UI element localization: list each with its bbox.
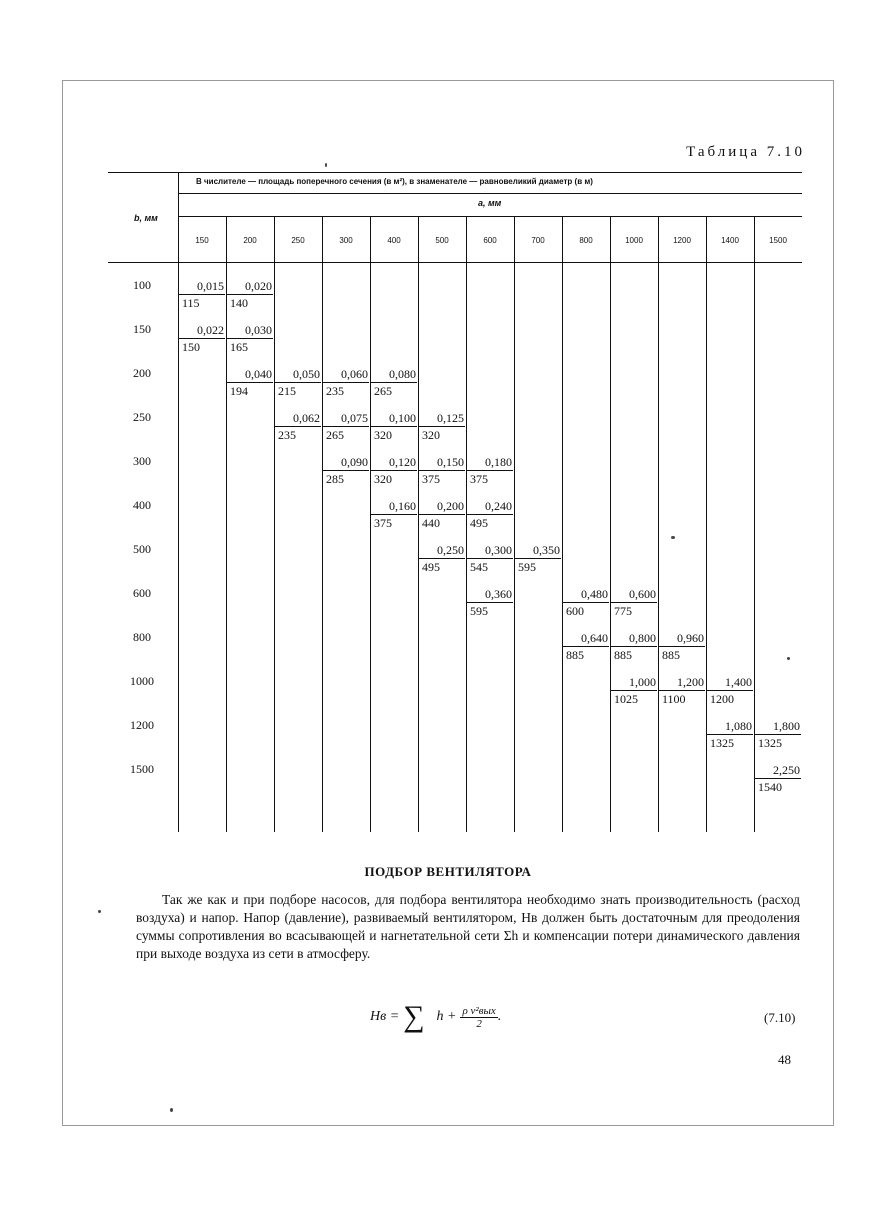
cell-numerator: 1,200 xyxy=(659,674,705,691)
table-cell xyxy=(611,586,657,619)
cell-numerator: 0,800 xyxy=(611,630,657,647)
cell-numerator: 0,180 xyxy=(467,454,513,471)
table-cell xyxy=(467,542,513,575)
scan-speck xyxy=(325,163,327,167)
cell-numerator: 0,040 xyxy=(227,366,273,383)
cell-denominator: 115 xyxy=(182,296,200,310)
cell-denominator: 235 xyxy=(326,384,344,398)
cell-numerator: 1,800 xyxy=(755,718,801,735)
header-rule-1 xyxy=(178,193,802,194)
formula xyxy=(370,1002,501,1032)
table-title: Таблица 7.10 xyxy=(686,144,805,160)
table-cell xyxy=(563,586,609,619)
header-bottom-rule xyxy=(108,262,802,263)
cell-denominator: 375 xyxy=(470,472,488,486)
formula-lhs: Hв = xyxy=(370,1009,400,1024)
cell-numerator: 0,050 xyxy=(275,366,321,383)
cell-denominator: 165 xyxy=(230,340,248,354)
row-label: 150 xyxy=(133,322,151,336)
table-cell xyxy=(179,278,225,311)
cell-numerator: 0,030 xyxy=(227,322,273,339)
column-header-10: 1200 xyxy=(673,236,691,245)
table-cell xyxy=(323,454,369,487)
column-rule xyxy=(178,172,179,832)
cell-numerator: 0,060 xyxy=(323,366,369,383)
column-header-7: 700 xyxy=(531,236,545,245)
cell-denominator: 545 xyxy=(470,560,488,574)
row-label: 1000 xyxy=(130,674,154,688)
row-label: 200 xyxy=(133,366,151,380)
cell-numerator: 1,000 xyxy=(611,674,657,691)
cell-denominator: 885 xyxy=(662,648,680,662)
cell-denominator: 1200 xyxy=(710,692,734,706)
cell-denominator: 150 xyxy=(182,340,200,354)
b-axis-label: b, мм xyxy=(134,213,158,223)
cell-numerator: 0,350 xyxy=(515,542,561,559)
column-rule xyxy=(610,216,611,832)
column-header-11: 1400 xyxy=(721,236,739,245)
column-header-4: 400 xyxy=(387,236,401,245)
scan-speck xyxy=(671,536,675,539)
column-header-3: 300 xyxy=(339,236,353,245)
cell-numerator: 0,200 xyxy=(419,498,465,515)
cell-denominator: 1540 xyxy=(758,780,782,794)
cell-denominator: 140 xyxy=(230,296,248,310)
cell-denominator: 495 xyxy=(470,516,488,530)
cell-denominator: 235 xyxy=(278,428,296,442)
column-rule xyxy=(274,216,275,832)
table-cell xyxy=(275,410,321,443)
cell-numerator: 0,600 xyxy=(611,586,657,603)
table-cell xyxy=(419,410,465,443)
formula-numerator: ρ v²вых xyxy=(462,1004,496,1017)
formula-tail: . xyxy=(497,1009,502,1024)
cell-numerator: 0,160 xyxy=(371,498,417,515)
column-rule xyxy=(514,216,515,832)
cell-denominator: 1325 xyxy=(758,736,782,750)
row-label: 400 xyxy=(133,498,151,512)
cell-denominator: 885 xyxy=(614,648,632,662)
column-rule xyxy=(562,216,563,832)
cell-numerator: 2,250 xyxy=(755,762,801,779)
page-number: 48 xyxy=(778,1052,791,1067)
scan-speck xyxy=(170,1108,173,1112)
scan-speck xyxy=(787,657,790,660)
cell-numerator: 0,125 xyxy=(419,410,465,427)
scan-speck xyxy=(98,910,101,913)
cell-numerator: 1,400 xyxy=(707,674,753,691)
table-cell xyxy=(467,454,513,487)
table-cell xyxy=(515,542,561,575)
cell-denominator: 495 xyxy=(422,560,440,574)
cell-numerator: 0,150 xyxy=(419,454,465,471)
row-label: 500 xyxy=(133,542,151,556)
cell-denominator: 775 xyxy=(614,604,632,618)
cell-denominator: 600 xyxy=(566,604,584,618)
column-header-8: 800 xyxy=(579,236,593,245)
cell-denominator: 320 xyxy=(422,428,440,442)
table-cell xyxy=(323,366,369,399)
table-cell xyxy=(323,410,369,443)
row-label: 600 xyxy=(133,586,151,600)
row-label: 250 xyxy=(133,410,151,424)
cell-denominator: 1100 xyxy=(662,692,686,706)
table-cell xyxy=(227,366,273,399)
cell-numerator: 0,080 xyxy=(371,366,417,383)
column-rule xyxy=(658,216,659,832)
table-cell xyxy=(467,498,513,531)
cell-numerator: 0,360 xyxy=(467,586,513,603)
row-label: 1200 xyxy=(130,718,154,732)
cell-denominator: 595 xyxy=(518,560,536,574)
column-header-5: 500 xyxy=(435,236,449,245)
table-cell xyxy=(371,410,417,443)
table-cell xyxy=(611,630,657,663)
cell-numerator: 0,250 xyxy=(419,542,465,559)
table-header-caption: В числителе — площадь поперечного сечения (в м²), в знаменателе — равновеликий диаметр (в м) xyxy=(196,177,593,186)
column-header-1: 200 xyxy=(243,236,257,245)
row-label: 300 xyxy=(133,454,151,468)
cell-numerator: 0,640 xyxy=(563,630,609,647)
column-header-0: 150 xyxy=(195,236,209,245)
cell-denominator: 320 xyxy=(374,472,392,486)
cell-numerator: 0,062 xyxy=(275,410,321,427)
cell-numerator: 0,022 xyxy=(179,322,225,339)
cell-numerator: 0,480 xyxy=(563,586,609,603)
row-label: 100 xyxy=(133,278,151,292)
cell-numerator: 0,300 xyxy=(467,542,513,559)
table-cell xyxy=(755,762,801,795)
formula-fraction xyxy=(460,1005,497,1030)
column-header-2: 250 xyxy=(291,236,305,245)
row-label: 1500 xyxy=(130,762,154,776)
cell-denominator: 265 xyxy=(326,428,344,442)
table-cell xyxy=(275,366,321,399)
cell-denominator: 595 xyxy=(470,604,488,618)
table-cell xyxy=(707,718,753,751)
cell-denominator: 375 xyxy=(422,472,440,486)
body-paragraph: Так же как и при подборе насосов, для подбора вентилятора необходимо знать производительность (расход воздуха) и напор. Напор (давление), развиваемый вентилятором, Hв должен быть достаточным для преодоления суммы сопротивления во всасывающей и нагнетательной сети Σh и компенсации потери динамического давления при выходе воздуха из сети в атмосферу. xyxy=(136,892,800,961)
cell-numerator: 1,080 xyxy=(707,718,753,735)
equation-number: (7.10) xyxy=(764,1010,796,1025)
section-heading: ПОДБОР ВЕНТИЛЯТОРА xyxy=(364,864,532,879)
cell-numerator: 0,100 xyxy=(371,410,417,427)
table-cell xyxy=(419,542,465,575)
cell-numerator: 0,090 xyxy=(323,454,369,471)
table-cell xyxy=(227,322,273,355)
table-cell xyxy=(371,454,417,487)
table-cell xyxy=(659,674,705,707)
table-cell xyxy=(419,454,465,487)
column-header-6: 600 xyxy=(483,236,497,245)
cell-denominator: 215 xyxy=(278,384,296,398)
table-cell xyxy=(419,498,465,531)
table-cell xyxy=(467,586,513,619)
table-cell xyxy=(755,718,801,751)
cell-numerator: 0,960 xyxy=(659,630,705,647)
column-header-9: 1000 xyxy=(625,236,643,245)
row-label: 800 xyxy=(133,630,151,644)
cell-denominator: 375 xyxy=(374,516,392,530)
table-cell xyxy=(179,322,225,355)
cell-denominator: 885 xyxy=(566,648,584,662)
formula-denominator: 2 xyxy=(476,1017,482,1030)
formula-term: h + xyxy=(436,1009,457,1024)
cell-denominator: 320 xyxy=(374,428,392,442)
cell-denominator: 1325 xyxy=(710,736,734,750)
cell-numerator: 0,120 xyxy=(371,454,417,471)
column-header-12: 1500 xyxy=(769,236,787,245)
table-cell xyxy=(371,498,417,531)
table-cell xyxy=(371,366,417,399)
cell-numerator: 0,075 xyxy=(323,410,369,427)
table-top-rule xyxy=(108,172,802,173)
table-cell xyxy=(707,674,753,707)
cell-denominator: 1025 xyxy=(614,692,638,706)
cell-numerator: 0,240 xyxy=(467,498,513,515)
cell-denominator: 285 xyxy=(326,472,344,486)
sum-symbol: ∑ xyxy=(403,1000,425,1033)
column-rule xyxy=(322,216,323,832)
cell-denominator: 440 xyxy=(422,516,440,530)
header-rule-2 xyxy=(178,216,802,217)
table-cell xyxy=(227,278,273,311)
cell-numerator: 0,015 xyxy=(179,278,225,295)
a-axis-label: a, мм xyxy=(478,198,502,208)
table-cell xyxy=(563,630,609,663)
cell-denominator: 194 xyxy=(230,384,248,398)
table-cell xyxy=(611,674,657,707)
cell-numerator: 0,020 xyxy=(227,278,273,295)
table-cell xyxy=(659,630,705,663)
cell-denominator: 265 xyxy=(374,384,392,398)
